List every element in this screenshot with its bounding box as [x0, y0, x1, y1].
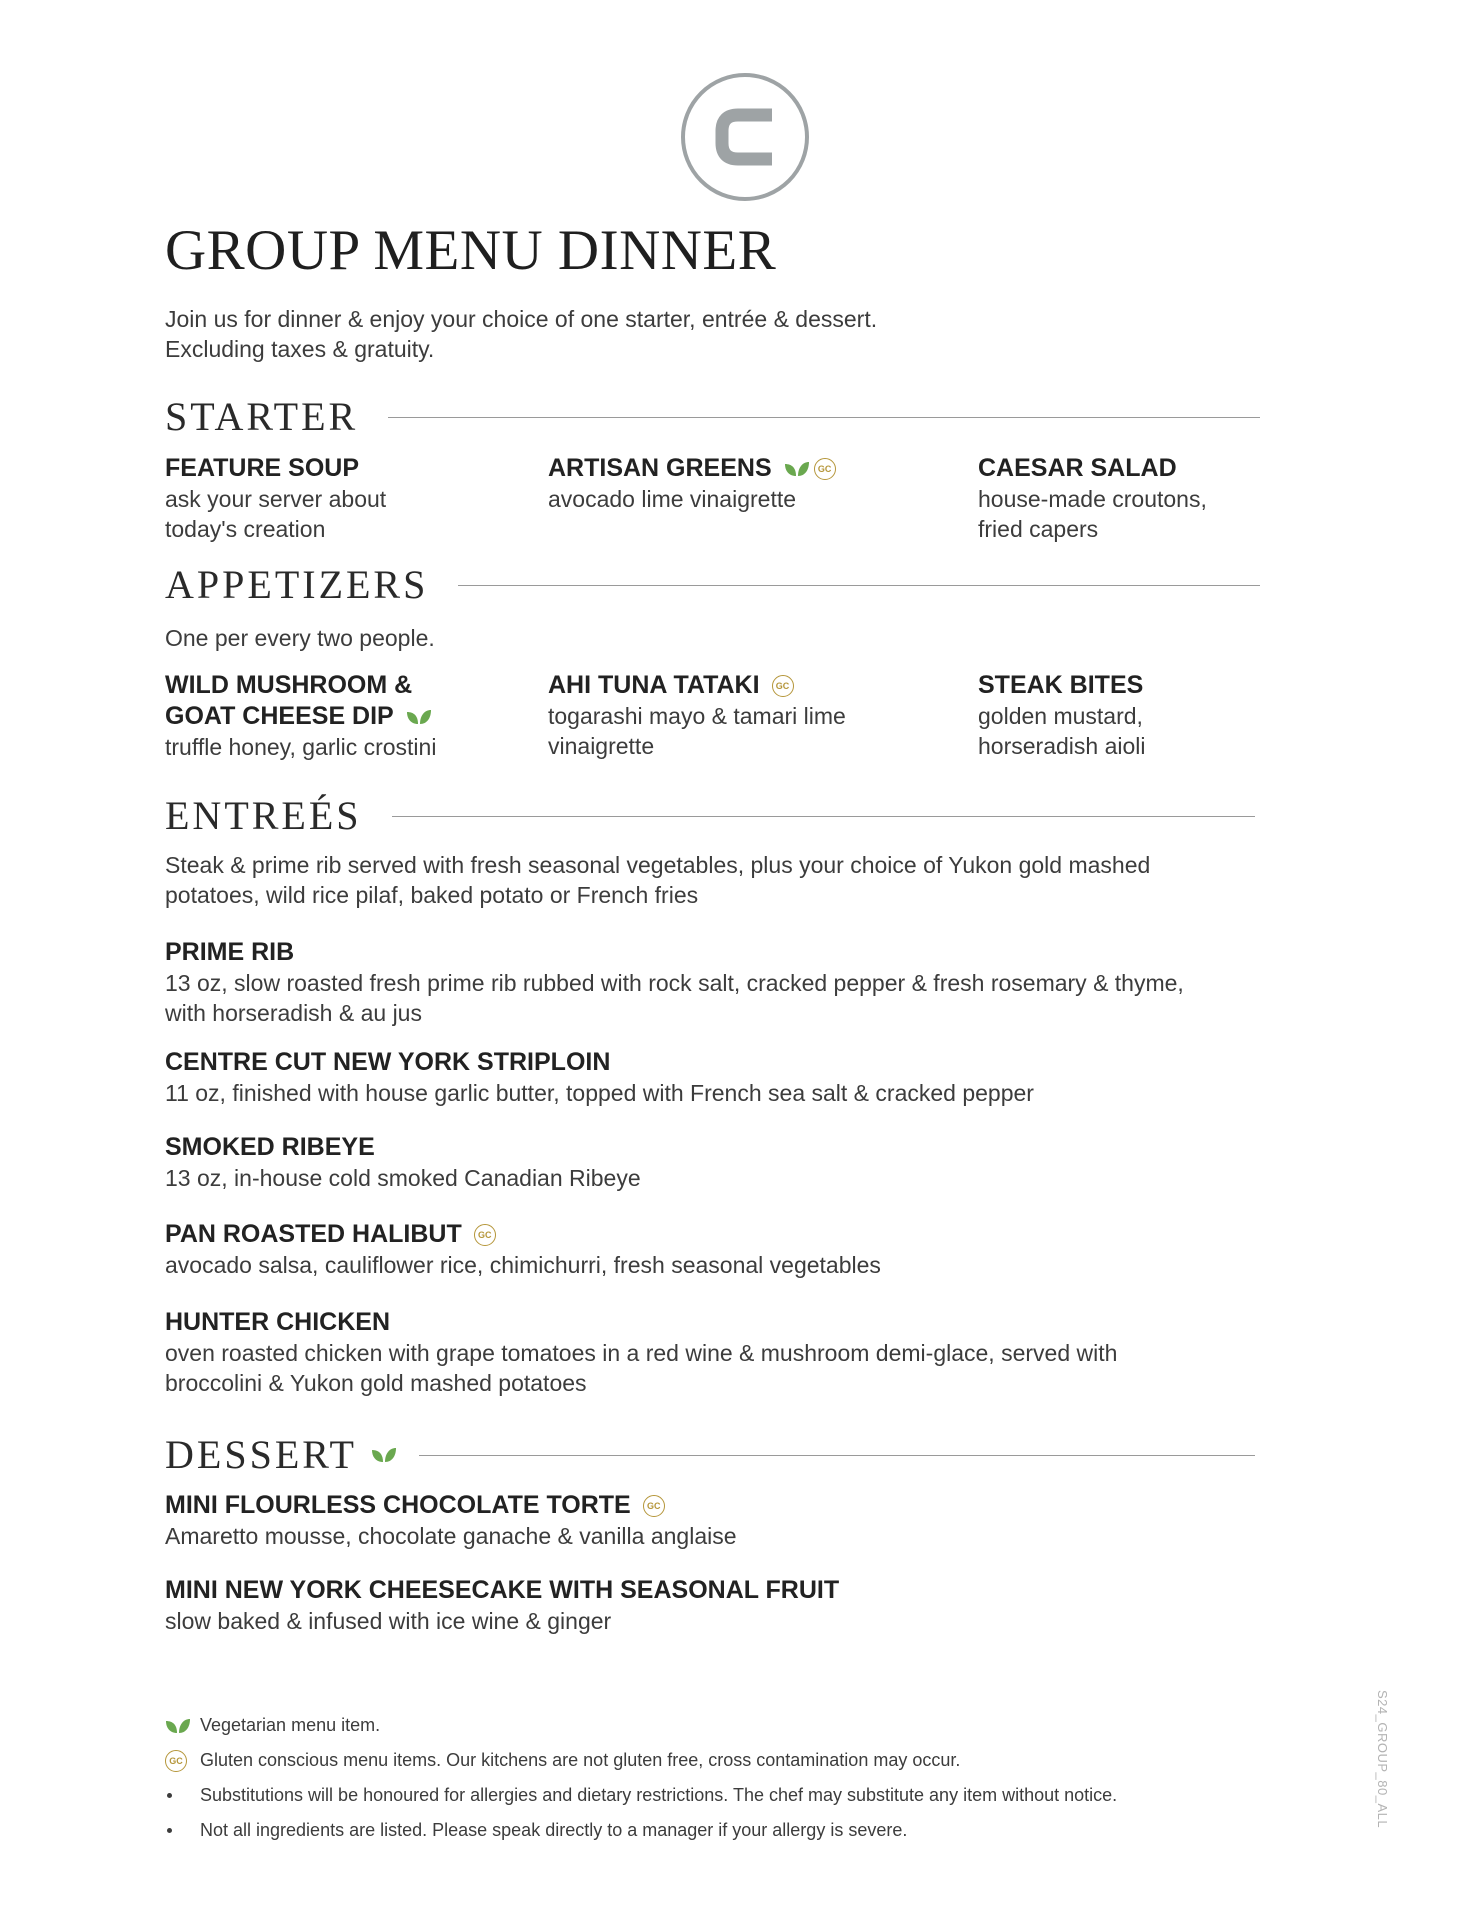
legend-row	[165, 1813, 1315, 1848]
legend-row	[165, 1743, 1315, 1778]
menu-item	[548, 453, 836, 514]
menu-item	[978, 670, 1145, 761]
menu-item	[165, 1307, 1117, 1398]
page-title: GROUP MENU DINNER	[165, 219, 777, 282]
item-name: WILD MUSHROOM &	[165, 671, 413, 699]
item-name: MINI NEW YORK CHEESECAKE WITH SEASONAL FRUIT	[165, 1576, 840, 1604]
intro-line: Join us for dinner & enjoy your choice of one starter, entrée & dessert.	[165, 306, 878, 332]
legend-row	[165, 1778, 1315, 1813]
item-name: ARTISAN GREENS GC	[548, 453, 836, 484]
leaf-icon	[406, 708, 432, 726]
item-description: oven roasted chicken with grape tomatoes in a red wine & mushroom demi-glace, served with broccolini & Yukon gold mashed potatoes	[165, 1340, 1118, 1396]
item-description: 13 oz, in-house cold smoked Canadian Ribeye	[165, 1165, 641, 1191]
menu-item	[978, 453, 1207, 544]
item-description: house-made croutons, fried capers	[978, 486, 1207, 542]
legend-text: Substitutions will be honoured for allergies and dietary restrictions. The chef may substitute any item without notice.	[200, 1785, 1118, 1805]
section-divider	[388, 417, 1260, 418]
section-title: STARTER	[165, 394, 359, 439]
item-name: HUNTER CHICKEN	[165, 1308, 390, 1336]
starter-section-header	[165, 394, 1260, 440]
item-description: 13 oz, slow roasted fresh prime rib rubbed with rock salt, cracked pepper & fresh rosemary & thyme, with horseradish & au jus	[165, 970, 1184, 1026]
menu-item	[165, 937, 1184, 1028]
item-description: Amaretto mousse, chocolate ganache & vanilla anglaise	[165, 1523, 737, 1549]
entrees-section-header	[165, 793, 1255, 839]
item-name: GOAT CHEESE DIP	[165, 701, 436, 732]
item-name: CAESAR SALAD	[978, 454, 1177, 482]
leaf-icon	[371, 1446, 397, 1464]
item-name: AHI TUNA TATAKI GC	[548, 670, 846, 701]
menu-item	[165, 453, 386, 544]
legend-text: Not all ingredients are listed. Please speak directly to a manager if your allergy is severe.	[200, 1820, 908, 1840]
item-description: togarashi mayo & tamari lime vinaigrette	[548, 703, 846, 759]
bullet-icon	[167, 1828, 172, 1833]
item-description: 11 oz, finished with house garlic butter, topped with French sea salt & cracked pepper	[165, 1080, 1034, 1106]
section-divider	[419, 1455, 1255, 1456]
bullet-icon	[167, 1793, 172, 1798]
appetizers-note: One per every two people.	[165, 625, 435, 651]
gc-badge-icon: GC	[165, 1750, 187, 1772]
document-code: S24_GROUP_80_ALL	[1375, 1690, 1390, 1829]
section-title: DESSERT	[165, 1432, 357, 1477]
item-name: CENTRE CUT NEW YORK STRIPLOIN	[165, 1048, 611, 1076]
menu-item	[165, 1490, 737, 1551]
c-logo-icon	[680, 72, 810, 202]
item-description: truffle honey, garlic crostini	[165, 734, 437, 760]
menu-item	[548, 670, 846, 761]
item-name: PAN ROASTED HALIBUT GC	[165, 1219, 881, 1250]
item-description: avocado salsa, cauliflower rice, chimichurri, fresh seasonal vegetables	[165, 1252, 881, 1278]
appetizers-section-header	[165, 562, 1260, 608]
item-name: STEAK BITES	[978, 671, 1144, 699]
intro-line: Excluding taxes & gratuity.	[165, 336, 435, 362]
legend-text: Vegetarian menu item.	[200, 1715, 381, 1735]
menu-item	[165, 670, 436, 762]
intro-text	[165, 304, 1265, 364]
gc-badge-icon: GC	[814, 458, 836, 480]
dessert-section-header	[165, 1432, 1255, 1478]
item-name: FEATURE SOUP	[165, 454, 359, 482]
item-description: golden mustard, horseradish aioli	[978, 703, 1146, 759]
gc-badge-icon: GC	[474, 1224, 496, 1246]
menu-item	[165, 1047, 1034, 1108]
leaf-icon	[165, 1717, 191, 1735]
item-description: ask your server about today's creation	[165, 486, 387, 542]
legend	[165, 1708, 1315, 1848]
section-divider	[392, 816, 1255, 817]
entrees-note: Steak & prime rib served with fresh seasonal vegetables, plus your choice of Yukon gold mashed potatoes, wild rice pilaf, baked potato or French fries	[165, 852, 1151, 908]
item-name: MINI FLOURLESS CHOCOLATE TORTE GC	[165, 1490, 737, 1521]
section-title: APPETIZERS	[165, 562, 429, 607]
menu-item	[165, 1575, 839, 1636]
item-name: SMOKED RIBEYE	[165, 1133, 375, 1161]
section-divider	[458, 585, 1260, 586]
menu-item	[165, 1219, 881, 1280]
section-title: ENTREÉS	[165, 793, 362, 838]
leaf-icon	[784, 460, 810, 478]
gc-badge-icon: GC	[772, 675, 794, 697]
item-description: slow baked & infused with ice wine & ginger	[165, 1608, 612, 1634]
legend-row	[165, 1708, 1315, 1743]
item-description: avocado lime vinaigrette	[548, 486, 797, 512]
legend-text: Gluten conscious menu items. Our kitchens are not gluten free, cross contamination may occur.	[200, 1750, 961, 1770]
item-name: PRIME RIB	[165, 938, 295, 966]
gc-badge-icon: GC	[643, 1495, 665, 1517]
menu-item	[165, 1132, 641, 1193]
